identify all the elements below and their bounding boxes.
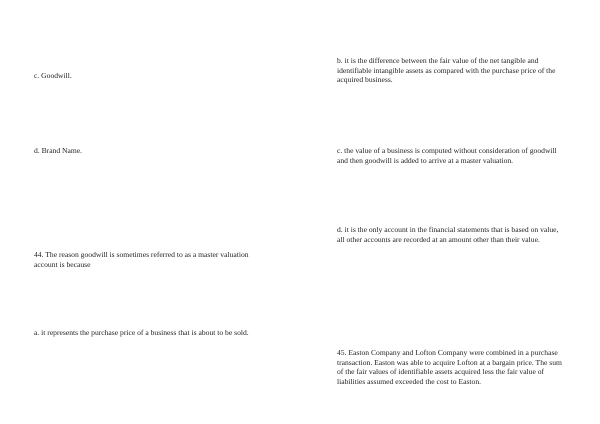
answer-option-a-purchase-price: a. it represents the purchase price of a business that is about to be sold. [34,328,249,337]
answer-option-c-master-valuation: c. the value of a business is computed without consideration of goodwill and then goodwill is added to arrive at a master valuation. [337,146,557,165]
answer-option-b-difference: b. it is the difference between the fair value of the net tangible and identifiable intangible assets as compared with the purchase price of the acquired business. [337,56,556,85]
answer-option-d-brand-name: d. Brand Name. [34,146,83,155]
answer-option-d-only-account: d. it is the only account in the financial statements that is based on value, all other accounts are recorded at an amount other than their value. [337,225,559,244]
answer-option-c-goodwill: c. Goodwill. [34,71,72,80]
question-45: 45. Easton Company and Lofton Company were combined in a purchase transaction. Easton was able to acquire Lofton at a bargain price. The sum of the fair values of identifiable assets acquired less the fair value of liabilities assumed exceeded the cost to Easton. [337,348,562,386]
question-44: 44. The reason goodwill is sometimes referred to as a master valuation account is because [34,250,249,269]
